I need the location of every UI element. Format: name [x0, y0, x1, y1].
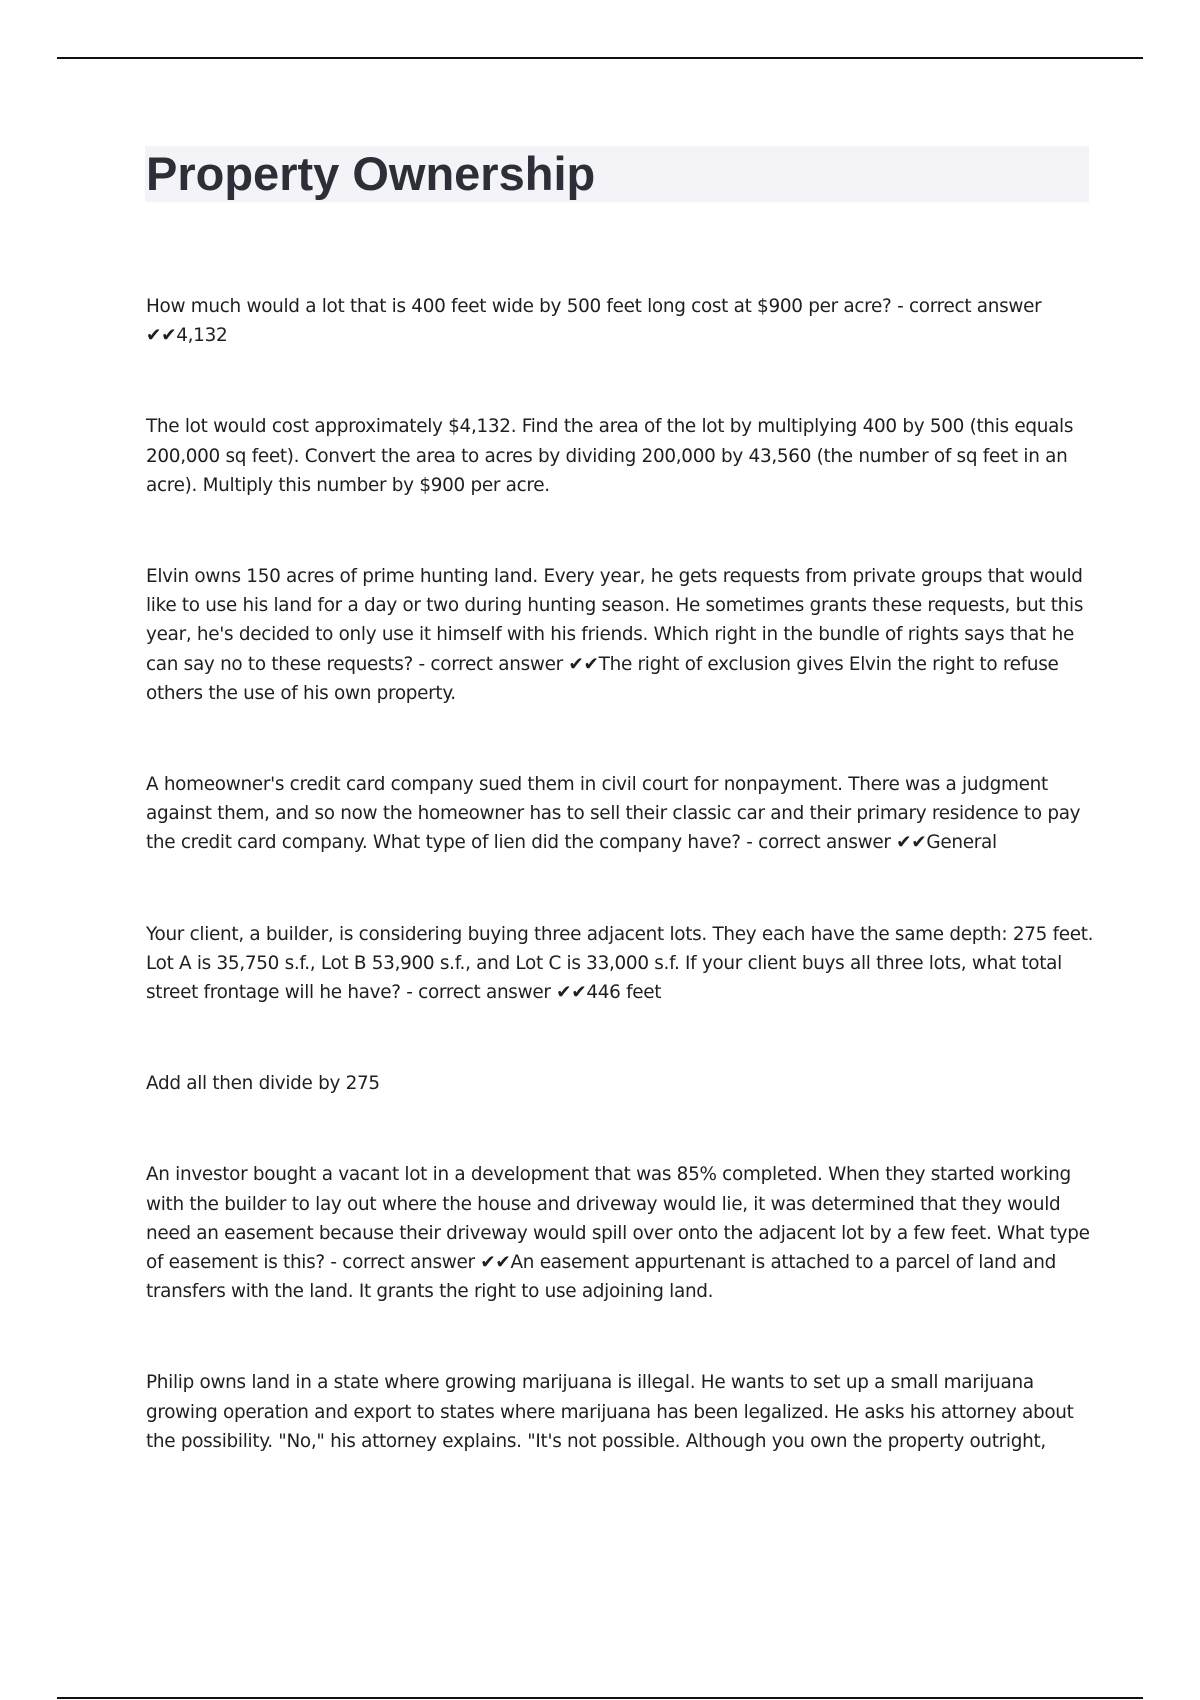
bottom-divider [57, 1697, 1143, 1699]
paragraph-right-of-exclusion: Elvin owns 150 acres of prime hunting land. Every year, he gets requests from private groups that would like to use his land for a day or two during hunting season. He sometimes grants these requests, but this year, he's decided to only use it himself with his friends. Which right in the bundle of rights says that he can say no to these requests? - correct answer ✔✔The right of exclusion gives Elvin the right to refuse others the use of his own property. [146, 566, 1084, 704]
paragraph-street-frontage: Your client, a builder, is considering buying three adjacent lots. They each have the same depth: 275 feet. Lot A is 35,750 s.f., Lot B 53,900 s.f., and Lot C is 33,000 s.f. If your client buys all three lots, what total street frontage will he have? - correct answer ✔✔446 feet [146, 923, 1094, 1004]
top-divider [57, 57, 1143, 59]
paragraph-general-lien: A homeowner's credit card company sued them in civil court for nonpayment. There was a judgment against them, and so now the homeowner has to sell their classic car and their primary residence to pay the credit card company. What type of lien did the company have? - correct answer ✔✔General [146, 774, 1081, 854]
document-body [146, 292, 1096, 1518]
paragraph-marijuana-question: Philip owns land in a state where growing marijuana is illegal. He wants to set up a small marijuana growing operation and export to states where marijuana has been legalized. He asks his attorney about the possibility. "No," his attorney explains. "It's not possible. Although you own the property outright, [146, 1372, 1074, 1452]
paragraph-frontage-note: Add all then divide by 275 [146, 1073, 380, 1095]
paragraph-lot-cost-question: How much would a lot that is 400 feet wide by 500 feet long cost at $900 per acre? - correct answer ✔✔4,132 [146, 296, 1042, 347]
page-title: Property Ownership [146, 147, 596, 200]
paragraph-lot-cost-explanation: The lot would cost approximately $4,132. Find the area of the lot by multiplying 400 by 500 (this equals 200,000 sq feet). Convert the area to acres by dividing 200,000 by 43,560 (the number of sq feet in an acre). Multiply this number by $900 per acre. [146, 416, 1074, 496]
paragraph-easement-appurtenant: An investor bought a vacant lot in a development that was 85% completed. When they started working with the builder to lay out where the house and driveway would lie, it was determined that they would need an easement because their driveway would spill over onto the adjacent lot by a few feet. What type of easement is this? - correct answer ✔✔An easement appurtenant is attached to a parcel of land and transfers with the land. It grants the right to use adjoining land. [146, 1164, 1090, 1303]
